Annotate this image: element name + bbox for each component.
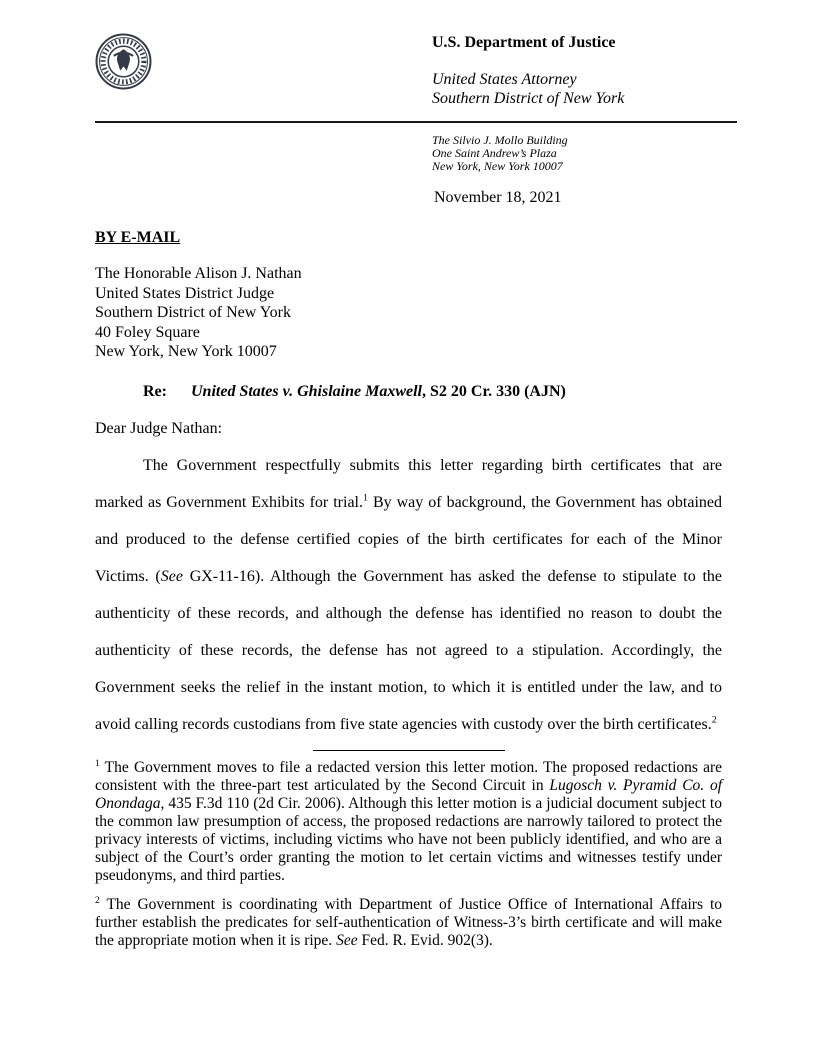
delivery-method: BY E-MAIL (95, 229, 181, 246)
office-address-line: New York, New York 10007 (432, 159, 563, 173)
office-address-line: One Saint Andrew’s Plaza (432, 146, 557, 160)
recipient-line: United States District Judge (95, 284, 275, 302)
body-paragraph: The Government respectfully submits this letter regarding birth certificates that are marked as Government Exhibits for trial.$^1$ By way of background, the Government has obtained and produced to the defense certified copies of the birth certificates for each of the Minor Victims. (See GX-11-16). Although the Government has asked the defense to stipulate to the authenticity of these records, and although the defense has identified no reason to doubt the authenticity of these records, the defense has not agreed to a stipulation. Accordingly, the Government seeks the relief in the instant motion, to which it is entitled under the law, and to avoid calling records custodians from five state agencies with custody over the birth certificates.$^2$ (95, 456, 723, 733)
office-address-block (432, 134, 722, 173)
office-line-2: Southern District of New York (432, 90, 625, 107)
recipient-address-block (95, 264, 722, 362)
letterhead-right (432, 33, 624, 108)
recipient-line: 40 Foley Square (95, 323, 200, 341)
letter-date: November 18, 2021 (434, 189, 562, 206)
re-line (95, 382, 722, 401)
recipient-line: The Honorable Alison J. Nathan (95, 265, 302, 282)
footnote-1: $^1$ The Government moves to file a redacted version this letter motion. The proposed redactions are consistent with the three-part test articulated by the Second Circuit in Lugosch v. Pyramid Co. of Onondaga, 435 F.3d 110 (2d Cir. 2006). Although this letter motion is a judicial document subject to the common law presumption of access, the proposed redactions are narrowly tailored to protect the privacy interests of victims, including victims who have not been publicly identified, and who are a subject of the Court’s order granting the motion to let certain victims and witnesses testify under pseudonyms, and third parties. (95, 757, 722, 884)
letterhead-divider (95, 121, 737, 123)
recipient-line: Southern District of New York (95, 304, 291, 321)
recipient-line: New York, New York 10007 (95, 343, 277, 360)
office-address-line: The Silvio J. Mollo Building (432, 133, 568, 147)
case-caption: United States v. Ghislaine Maxwell, S2 20 Cr. 330 (AJN) (191, 382, 566, 400)
letterhead (95, 33, 722, 108)
doj-seal-icon (95, 33, 152, 90)
footnote-2: $^2$ The Government is coordinating with Department of Justice Office of International Affairs to further establish the predicates for self-authentication of Witness-3’s birth certificate and will make the appropriate motion when it is ripe. See Fed. R. Evid. 902(3). (95, 894, 722, 949)
salutation: Dear Judge Nathan: (95, 419, 223, 437)
footnote-separator (313, 750, 505, 751)
office-line-1: United States Attorney (432, 71, 577, 88)
department-title: U.S. Department of Justice (432, 34, 616, 51)
re-label: Re: (143, 382, 167, 400)
